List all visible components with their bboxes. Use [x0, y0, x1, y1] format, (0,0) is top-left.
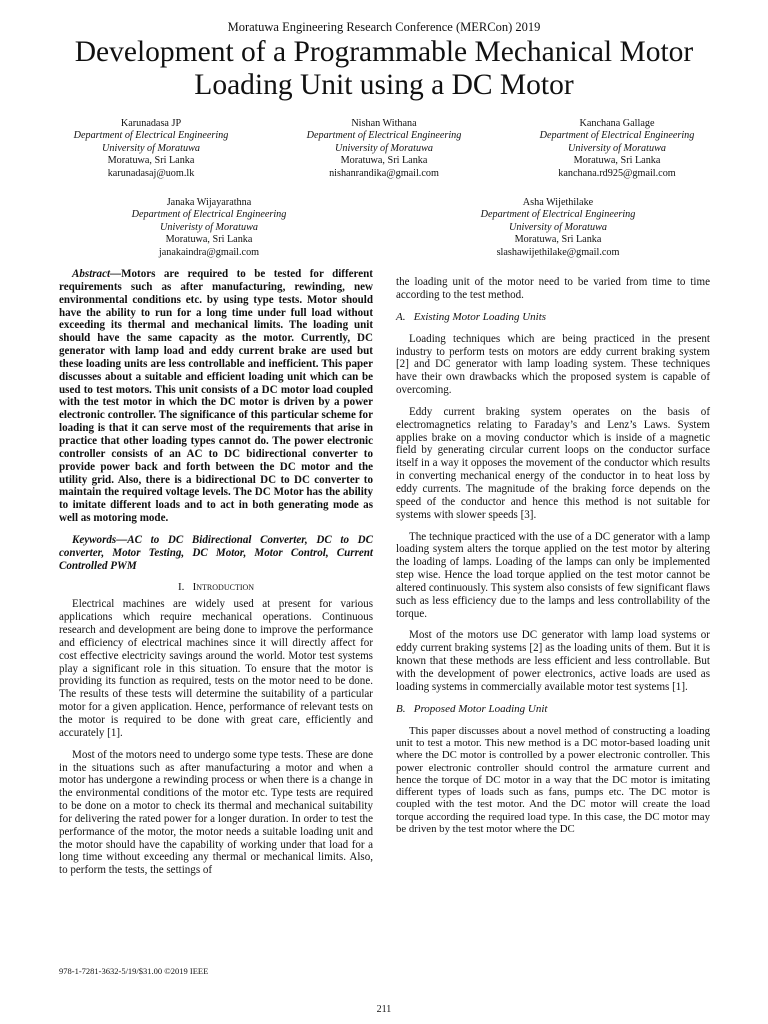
author-univ: University of Moratuwa [335, 142, 433, 154]
author-location: Moratuwa, Sri Lanka [514, 234, 602, 246]
intro-paragraph-1: Electrical machines are widely used at present for various applications which require mechanical operations. Continuous research and development are being done to improve the performance and efficiency of electrical machines since it will directly affect for cost effective electricity savings around the world. Motor test systems play a significant role in this situation. To ensure that the motor is providing its function as required, tests on the motor need to be done. The results of these tests will determine the suitability of a particular motor for a given application. Hence, performance of relevant tests on the motor is required to be done with great care, efficiently and accurately [1]. [59, 598, 373, 739]
existing-paragraph-4: Most of the motors use DC generator with lamp load systems or eddy current braking systems [2] as the loading units of them. But it is known that these methods are less efficient and less controllable. But with the development of power electronics, active loads are used as loading systems in commercially available motor test systems [1]. [396, 629, 710, 693]
proposed-paragraph-1: This paper discusses about a novel method of constructing a loading unit to test a motor. This new method is a DC motor-based loading unit where the DC motor is controlled by a power electronic controller. This power electronic controller should control the armature current and hence the torque of DC motor in a way that the DC motor is imitating different types of loads such as fans, pumps etc. The DC motor is coupled with the test motor. And the DC motor will create the load torque according the required load type. In this case, the DC motor may be driven by the test motor where the DC [396, 724, 710, 835]
author-block [269, 118, 499, 180]
author-name: Nishan Withana [351, 118, 417, 129]
author-email: janakaindra@gmail.com [158, 246, 260, 258]
continued-paragraph: the loading unit of the motor need to be varied from time to time according to the test method. [396, 276, 710, 301]
existing-paragraph-1: Loading techniques which are being practiced in the present industry to perform tests on motors are eddy current braking system [2] and DC generator with lamp loading system. These techniques have their own drawbacks which the proposed system is capable of overcoming. [396, 332, 710, 397]
title-line-2: Loading Unit using a DC Motor [194, 69, 574, 101]
intro-paragraph-2: Most of the motors need to undergo some type tests. These are done in the situations such as after manufacturing a motor and when a motor has undergone a rewinding process or when there is a change in the environmental conditions of the motor etc. Type tests are required to be done on a motor to check its thermal and mechanical suitability for delivering the rated power for a longer duration. In order to test the performance of the motor, the motor needs a suitable loading unit and the motor should have the capability of working under that load for a long time without exceeding any thermal or mechanical limits. Also, to perform the tests, the settings of [59, 748, 373, 877]
author-name: Karunadasa JP [120, 118, 182, 129]
author-univ: Univeristy of Moratuwa [160, 221, 258, 233]
author-email: nishanrandika@gmail.com [329, 167, 439, 179]
existing-paragraph-2: Eddy current braking system operates on the basis of electromagnetics relating to Faraday’s and Lenz’s Laws. System applies brake on a moving conductor which is inside of a magnetic field by generating circular current loops on the conductor surface itself in a way it opposes the movement of the conductor which results in converting mechanical energy of the conductor in to heat loss by eddy currents. The magnitude of the braking force depends on the speed of the conductor and hence this method is not suitable for systems with slower speeds [3]. [396, 405, 710, 521]
author-block [36, 118, 266, 180]
left-column [59, 268, 373, 886]
abstract-text: Motors are required to be tested for different requirements such as after manufacturing, rewinding, new environmental conditions etc. by using type tests. Motor should have the ability to run for a long time under full load without exceeding its thermal and mechanical limits. The loading unit should have the same capacity as the motor. Currently, DC generator with lamp load and eddy current brake are used but these loading units are less controllable and inefficient. This paper discusses about a suitable and efficient loading unit which can be used to test motors. This unit consists of a DC motor load coupled with the test motor in which the DC motor is driven by a power electronic controller. The significance of this particular scheme for loading is that it can serve most of the requirements that arise in practice that other loading types cannot do. The power electronic controller consists of an AC to DC bidirectional converter to provide power back and forth between the DC motor and the utility grid. Also, there is a bidirectional DC to DC converter to maintain the required voltage levels. The DC Motor has the ability to imitate different loads and to act in both generating mode as well as motoring mode. [59, 268, 373, 525]
subsection-heading-existing: A. Existing Motor Loading Units [396, 310, 547, 323]
section-heading-introduction [59, 581, 373, 593]
author-name: Janaka Wijayarathna [166, 197, 252, 208]
subsection-heading-proposed: B. Proposed Motor Loading Unit [396, 702, 548, 715]
author-block [94, 197, 324, 259]
existing-paragraph-3: The technique practiced with the use of a DC generator with a lamp loading system alters the torque applied on the test motor by altering the loading of lamps. Loading of the lamps can only be implemented step wise. Hence the load torque applied on the test motor cannot be altered continuously. This system also consists of few significant flaws such as less efficiency due to the lamps and less controllability of the torque. [396, 530, 710, 620]
author-location: Moratuwa, Sri Lanka [573, 155, 661, 167]
section-title: Introduction [192, 581, 255, 594]
right-column [396, 276, 710, 844]
author-email: slashawijethilake@gmail.com [496, 246, 620, 258]
keywords: Keywords—AC to DC Bidirectional Converter, DC to DC converter, Motor Testing, DC Motor, Motor Control, Current Controlled PWM [59, 533, 373, 572]
copyright-footer: 978-1-7281-3632-5/19/$31.00 ©2019 IEEE [59, 966, 209, 976]
author-dept: Department of Electrical Engineering [131, 209, 287, 221]
author-email: kanchana.rd925@gmail.com [558, 167, 676, 179]
author-email: karunadasaj@uom.lk [107, 167, 195, 179]
author-name: Kanchana Gallage [579, 118, 655, 129]
author-location: Moratuwa, Sri Lanka [165, 234, 253, 246]
author-univ: University of Moratuwa [568, 142, 666, 154]
abstract [59, 268, 373, 525]
author-dept: Department of Electrical Engineering [480, 209, 636, 221]
paper-title [30, 36, 738, 102]
author-dept: Department of Electrical Engineering [73, 130, 229, 142]
section-numeral: I. [177, 581, 185, 594]
author-block [502, 118, 732, 180]
page-number: 211 [376, 1004, 392, 1015]
title-line-1: Development of a Programmable Mechanical Motor [74, 36, 694, 68]
author-location: Moratuwa, Sri Lanka [107, 155, 195, 167]
author-name: Asha Wijethilake [522, 197, 594, 208]
author-univ: University of Moratuwa [509, 221, 607, 233]
conference-name: Moratuwa Engineering Research Conference (MERCon) 2019 [227, 20, 541, 34]
author-dept: Department of Electrical Engineering [306, 130, 462, 142]
author-univ: University of Moratuwa [102, 142, 200, 154]
author-block [443, 197, 673, 259]
abstract-label: Abstract— [72, 268, 122, 280]
author-location: Moratuwa, Sri Lanka [340, 155, 428, 167]
author-dept: Department of Electrical Engineering [539, 130, 695, 142]
